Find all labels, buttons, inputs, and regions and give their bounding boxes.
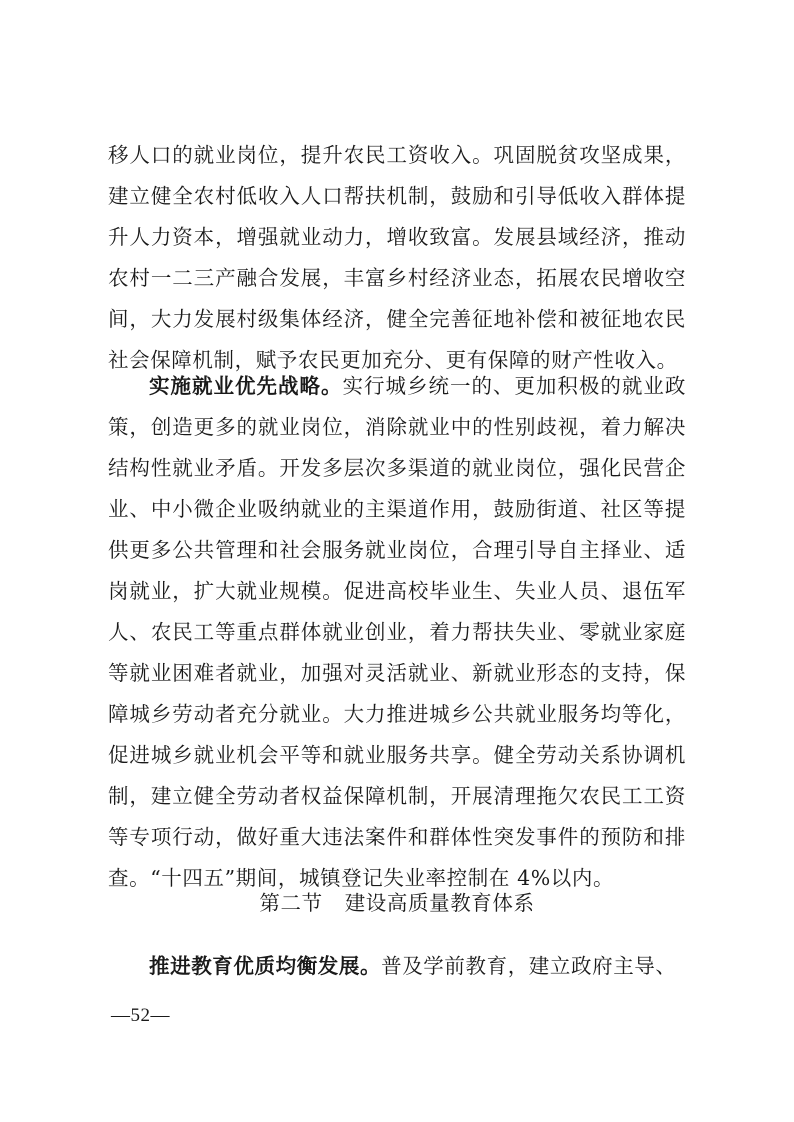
page-number: —52— (111, 1005, 170, 1026)
paragraph-rural-income (108, 135, 686, 381)
paragraph-education (108, 946, 686, 987)
paragraph-employment-priority (108, 366, 686, 899)
section-number: 第二节 (259, 891, 323, 915)
paragraph-education-lead: 推进教育优质均衡发展。 (149, 954, 382, 978)
paragraph-rural-income-text: 移人口的就业岗位，提升农民工资收入。巩固脱贫攻坚成果，建立健全农村低收入人口帮扶机制，鼓励和引导低收入群体提升人力资本，增强就业动力，增收致富。发展县域经济，推动农村一二三产融合发展，丰富乡村经济业态，拓展农民增收空间，大力发展村级集体经济，健全完善征地补偿和被征地农民社会保障机制，赋予农民更加充分、更有保障的财产性收入。 (108, 143, 686, 372)
paragraph-employment-priority-lead: 实施就业优先战略。 (149, 374, 343, 398)
paragraph-employment-priority-text: 实行城乡统一的、更加积极的就业政策，创造更多的就业岗位，消除就业中的性别歧视，着力解决结构性就业矛盾。开发多层次多渠道的就业岗位，强化民营企业、中小微企业吸纳就业的主渠道作用，鼓励街道、社区等提供更多公共管理和社会服务就业岗位，合理引导自主择业、适岗就业，扩大就业规模。促进高校毕业生、失业人员、退伍军人、农民工等重点群体就业创业，着力帮扶失业、零就业家庭等就业困难者就业，加强对灵活就业、新就业形态的支持，保障城乡劳动者充分就业。大力推进城乡公共就业服务均等化，促进城乡就业机会平等和就业服务共享。健全劳动关系协调机制，建立健全劳动者权益保障机制，开展清理拖欠农民工工资等专项行动，做好重大违法案件和群体性突发事件的预防和排查。“十四五”期间，城镇登记失业率控制在 4%以内。 (108, 374, 686, 890)
paragraph-education-text: 普及学前教育，建立政府主导、 (381, 954, 677, 978)
section-title: 建设高质量教育体系 (344, 891, 535, 915)
section-heading (0, 888, 794, 918)
